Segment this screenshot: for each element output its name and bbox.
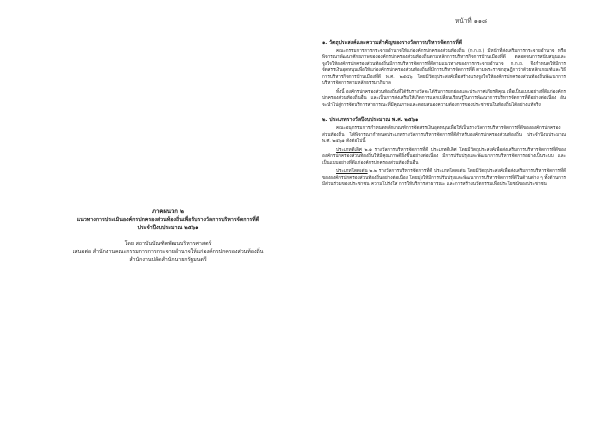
section-2-item-1 xyxy=(322,148,566,168)
section-1-paragraph-2: ทั้งนี้ องค์กรปกครองส่วนท้องถิ่นที่ได้รับรางวัลจะได้รับการยกย่องและประกาศเกียรติคุณ เพื่อเป็นแบบอย่างที่ดีแก่องค์กรปกครองส่วนท้องถิ่นอื่น และเป็นการส่งเสริมให้เกิดการแลกเปลี่ยนเรียนรู้ในการพัฒนาการบริหารจัดการที่ดีอย่างต่อเนื่อง อันจะนำไปสู่การจัดบริการสาธารณะที่มีคุณภาพและตอบสนองความต้องการของประชาชนในท้องถิ่นได้อย่างแท้จริง xyxy=(322,89,566,108)
section-2-item-2 xyxy=(322,169,566,189)
item-1-text: ๒.๑ รางวัลการบริหารจัดการที่ดี ประเภทดีเลิศ โดยมีวัตถุประสงค์เพื่อส่งเสริมการบริหารจัดการที่ดีขององค์กรปกครองส่วนท้องถิ่นให้มีคุณภาพดียิ่งขึ้นอย่างต่อเนื่อง มีการปรับปรุงและพัฒนาการบริหารจัดการอย่างเป็นระบบ และเป็นแบบอย่างที่ดีแก่องค์กรปกครองส่วนท้องถิ่นอื่น xyxy=(322,147,566,166)
author-line-2: เสนอต่อ สำนักงานคณะกรรมการการกระจายอำนาจให้แก่องค์กรปกครองส่วนท้องถิ่น xyxy=(72,249,264,255)
author-line-3: สำนักงานปลัดสำนักนายกรัฐมนตรี xyxy=(129,257,207,263)
author-line-1: โดย สถาบันบัณฑิตพัฒนบริหารศาสตร์ xyxy=(124,241,212,247)
section-1-heading: ๑. วัตถุประสงค์และความสำคัญของรางวัลการบริหารจัดการที่ดี xyxy=(322,40,463,46)
section-2-heading: ๒. ประเภทรางวัลปีงบประมาณ พ.ศ. ๒๕๖๑ xyxy=(322,117,419,124)
section-1-paragraph-1: คณะกรรมการการกระจายอำนาจให้แก่องค์กรปกครองส่วนท้องถิ่น (ก.ก.ถ.) มีหน้าที่ส่งเสริมการกระจายอำนาจ หรือพิจารณาพัฒนาศักยภาพขององค์กรปกครองส่วนท้องถิ่นตามหลักการบริหารกิจการบ้านเมืองที่ดี ตลอดจนการสนับสนุนและจูงใจให้องค์กรปกครองส่วนท้องถิ่นมีการบริหารจัดการที่ดีตามแนวทางของการกระจายอำนาจ ก.ก.ถ. จึงกำหนดให้มีการจัดสรรเงินอุดหนุนเพื่อให้แก่องค์กรปกครองส่วนท้องถิ่นที่มีการบริหารจัดการที่ดี ตามพระราชกฤษฎีกาว่าด้วยหลักเกณฑ์และวิธีการบริหารกิจการบ้านเมืองที่ดี พ.ศ. ๒๕๔๖ โดยมีวัตถุประสงค์เพื่อสร้างแรงจูงใจให้องค์กรปกครองส่วนท้องถิ่นพัฒนาการบริหารจัดการตามหลักธรรมาภิบาล xyxy=(322,48,566,87)
body-text-column xyxy=(322,40,566,191)
page-number: หน้าที่ ๑๑๘ xyxy=(455,17,487,25)
item-2-label: ประเภทโดดเด่น xyxy=(336,169,368,175)
appendix-subtitle-line-1: แนวทางการประเมินองค์กรปกครองส่วนท้องถิ่นเพื่อรับรางวัลการบริหารจัดการที่ดี xyxy=(76,217,260,223)
section-2-intro: คณะอนุกรรมการกำหนดหลักเกณฑ์การจัดสรรเงินอุดหนุนเพื่อให้เป็นรางวัลการบริหารจัดการที่ดีขององค์กรปกครองส่วนท้องถิ่น ได้พิจารณากำหนดประเภทรางวัลการบริหารจัดการที่ดีสำหรับองค์กรปกครองส่วนท้องถิ่น ประจำปีงบประมาณ พ.ศ. ๒๕๖๑ ดังต่อไปนี้ xyxy=(322,126,566,145)
item-1-label: ประเภทดีเลิศ xyxy=(336,147,362,153)
appendix-title: ภาคผนวก ๒ xyxy=(151,208,184,215)
appendix-title-block xyxy=(52,208,284,264)
appendix-subtitle-line-2: ประจำปีงบประมาณ ๒๕๖๑ xyxy=(137,225,199,231)
item-2-text: ๒.๒ รางวัลการบริหารจัดการที่ดี ประเภทโดดเด่น โดยมีวัตถุประสงค์เพื่อส่งเสริมการบริหารจัดการที่ดีขององค์กรปกครองส่วนท้องถิ่นอย่างต่อเนื่อง โดยมุ่งให้มีการปรับปรุงและพัฒนาการบริหารจัดการที่ดีในด้านต่าง ๆ ทั้งด้านการมีส่วนร่วมของประชาชน ความโปร่งใส การให้บริการสาธารณะ และการสร้างนวัตกรรมเพื่อประโยชน์ของประชาชน xyxy=(322,169,566,188)
